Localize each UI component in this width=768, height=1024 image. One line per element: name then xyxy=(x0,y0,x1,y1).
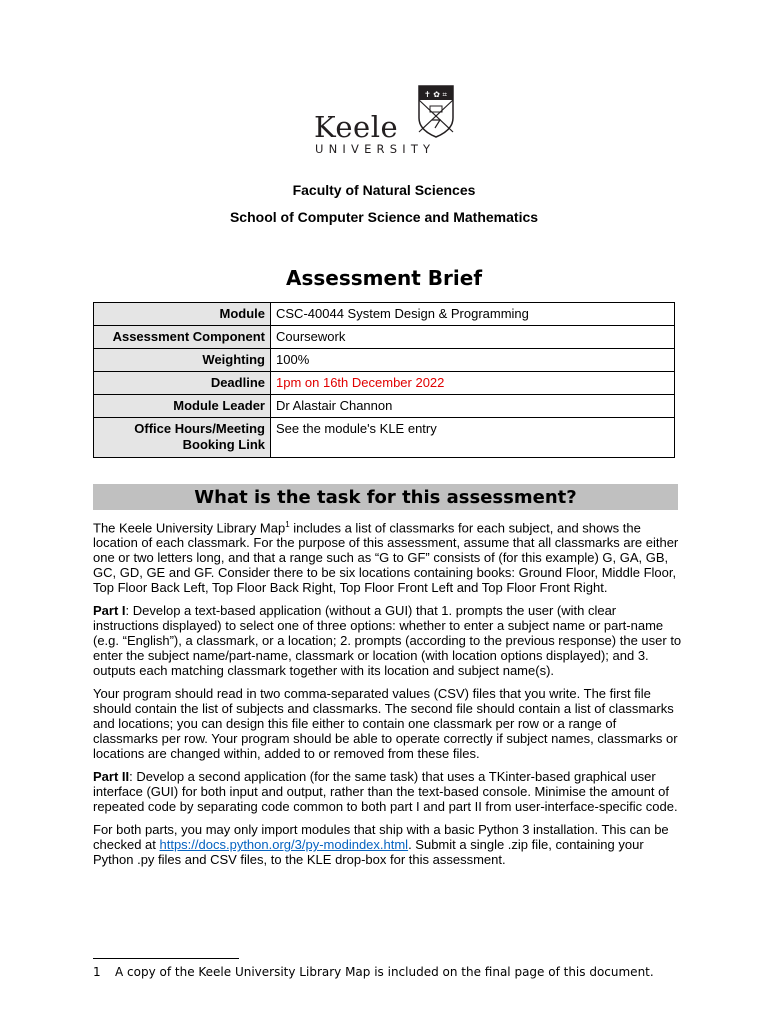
table-row xyxy=(94,418,675,458)
row-value-deadline: 1pm on 16th December 2022 xyxy=(271,372,675,395)
part1-paragraph xyxy=(93,603,683,678)
svg-text:✝ ✿ ⌗: ✝ ✿ ⌗ xyxy=(424,90,447,99)
submission-text-start: For both parts, you may only import modules that ship with a basic Python 3 installation. This can be checked at xyxy=(93,822,669,853)
footnote-text: A copy of the Keele University Library Map is included on the final page of this document. xyxy=(115,965,654,979)
logo-subtitle: UNIVERSITY xyxy=(315,142,436,156)
table-row xyxy=(94,326,675,349)
row-label-module: Module xyxy=(94,303,271,326)
table-row xyxy=(94,395,675,418)
faculty-name: Faculty of Natural Sciences xyxy=(292,182,476,198)
row-value-weighting: 100% xyxy=(271,349,675,372)
table-row xyxy=(94,372,675,395)
assessment-info-table xyxy=(93,302,675,458)
footnote-ref[interactable]: 1 xyxy=(285,520,290,529)
part1-label: Part I xyxy=(93,603,126,619)
table-row xyxy=(94,349,675,372)
logo-wordmark: Keele xyxy=(314,110,399,144)
university-crest-icon xyxy=(417,84,455,138)
row-label-module-leader: Module Leader xyxy=(94,395,271,418)
row-value-component: Coursework xyxy=(271,326,675,349)
row-label-office-hours: Office Hours/Meeting Booking Link xyxy=(94,418,271,458)
intro-paragraph xyxy=(93,517,683,595)
table-row xyxy=(94,303,675,326)
page-title: Assessment Brief xyxy=(285,266,483,290)
intro-text-end: includes a list of classmarks for each subject, and shows the location of each classmark. For the purpose of this assessment, assume that all classmarks are either one or two letters long, and that a range such as “G to GF” consists of (for this example) G, GA, GB, GC, GD, GE and GF. Consider there to be six locations containing books: Ground Floor, Middle Floor, Top Floor Back Left, Top Floor Back Right, Top Floor Front Left and Top Floor Front Right. xyxy=(93,520,679,596)
csv-paragraph: Your program should read in two comma-separated values (CSV) files that you write. The first file should contain the list of subjects and classmarks. The second file should contain a list of classmarks and locations; you can design this file either to contain one classmark per row or a range of classmarks per row. Your program should be able to operate correctly if subject names, classmarks or locations are changed within, added to or removed from these files. xyxy=(93,686,678,762)
footnote xyxy=(93,965,654,979)
intro-text-start: The Keele University Library Map xyxy=(93,520,286,536)
row-label-deadline: Deadline xyxy=(94,372,271,395)
python-modindex-link[interactable]: https://docs.python.org/3/py-modindex.html xyxy=(159,837,409,853)
row-value-module-leader: Dr Alastair Channon xyxy=(271,395,675,418)
task-description xyxy=(93,517,683,875)
submission-paragraph xyxy=(93,822,683,867)
part1-text: : Develop a text-based application (without a GUI) that 1. prompts the user (with clear instructions displayed) to select one of three options: whether to enter a subject name or part-name (e.g. “English”), a classmark, or a location; 2. prompts (according to the previous response) the user to enter the subject name/part-name, classmark or location (with location options displayed); and 3. outputs each matching classmark together with its location and subject name(s). xyxy=(93,603,682,679)
part2-label: Part II xyxy=(93,769,130,785)
submission-text-end: . Submit a single .zip file, containing your Python .py files and CSV files, to the KLE drop-box for this assessment. xyxy=(93,837,644,868)
school-name: School of Computer Science and Mathematics xyxy=(229,209,539,225)
footnote-divider xyxy=(93,958,239,959)
part2-text: : Develop a second application (for the same task) that uses a TKinter-based graphical user interface (GUI) for both input and output, rather than the text-based console. Minimise the amount of repeated code by separating code common to both part I and part II from user-interface-specific code. xyxy=(93,769,678,815)
row-value-office-hours: See the module's KLE entry xyxy=(271,418,675,458)
row-label-component: Assessment Component xyxy=(94,326,271,349)
row-label-weighting: Weighting xyxy=(94,349,271,372)
part2-paragraph xyxy=(93,769,683,814)
row-value-module: CSC-40044 System Design & Programming xyxy=(271,303,675,326)
footnote-number: 1 xyxy=(93,965,101,979)
keele-logo xyxy=(314,84,456,156)
section-heading: What is the task for this assessment? xyxy=(93,484,678,510)
